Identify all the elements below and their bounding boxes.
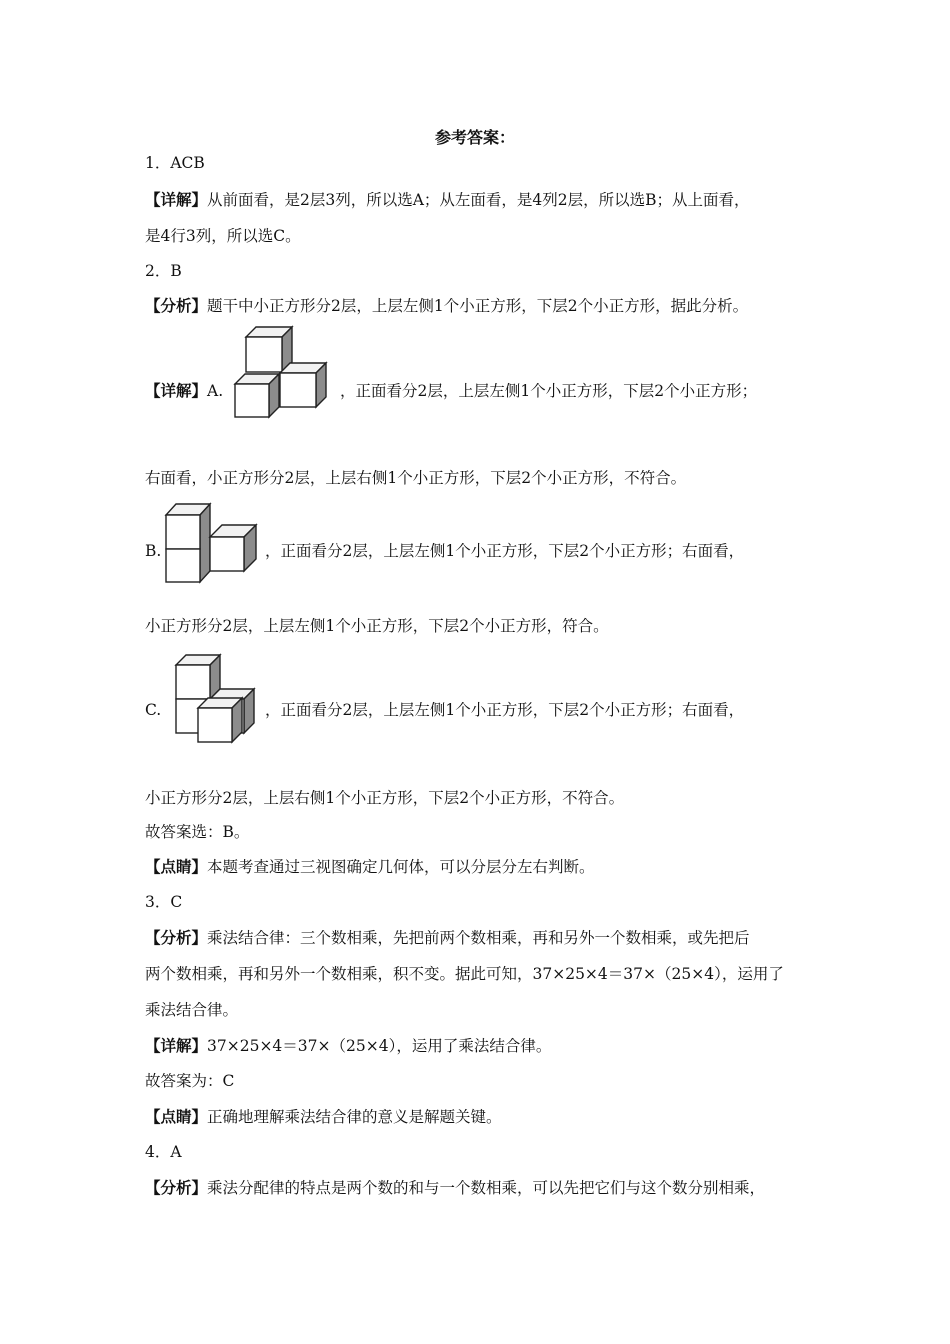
detail-tag: 【详解】	[145, 381, 208, 400]
tip-tag: 【点睛】	[145, 857, 208, 876]
option-c-cube-figure	[172, 654, 262, 746]
detail-tag: 【详解】	[145, 1036, 208, 1055]
q3-tip-text: 正确地理解乘法结合律的意义是解题关键。	[207, 1108, 502, 1126]
option-a-cube-figure	[234, 327, 329, 419]
q1-answer: 1．ACB	[145, 154, 205, 172]
option-a-text: ，正面看分2层，上层左侧1个小正方形，下层2个小正方形；	[340, 382, 758, 400]
option-c-text2: 小正方形分2层，上层右侧1个小正方形，下层2个小正方形，不符合。	[145, 789, 625, 807]
q2-answer: 2．B	[145, 262, 182, 280]
page-title: 参考答案：	[434, 128, 515, 147]
q3-analysis-text1: 乘法结合律：三个数相乘，先把前两个数相乘，再和另外一个数相乘，或先把后	[207, 929, 750, 947]
q3-analysis-line1	[145, 928, 750, 948]
q1-detail-text1: 从前面看，是2层3列，所以选A；从左面看，是4列2层，所以选B；从上面看，	[207, 191, 750, 209]
q1-detail-line1	[145, 190, 750, 210]
q2-option-a-line	[145, 381, 223, 401]
detail-tag: 【详解】	[145, 190, 208, 209]
q3-analysis-line3: 乘法结合律。	[145, 1001, 239, 1019]
analysis-tag: 【分析】	[145, 296, 208, 315]
q3-tip	[145, 1107, 502, 1127]
q3-detail	[145, 1036, 551, 1056]
option-a-text2: 右面看，小正方形分2层，上层右侧1个小正方形，下层2个小正方形，不符合。	[145, 469, 687, 487]
q2-analysis-text: 题干中小正方形分2层，上层左侧1个小正方形，下层2个小正方形，据此分析。	[207, 297, 749, 315]
option-c-text: ，正面看分2层，上层左侧1个小正方形，下层2个小正方形；右面看，	[265, 701, 745, 719]
q3-conclusion: 故答案为：C	[145, 1072, 235, 1090]
q2-tip-text: 本题考查通过三视图确定几何体，可以分层分左右判断。	[207, 858, 595, 876]
option-b-cube-figure	[164, 503, 259, 585]
q2-analysis	[145, 296, 748, 316]
q3-analysis-line2: 两个数相乘，再和另外一个数相乘，积不变。据此可知，37×25×4＝37×（25×4），运用了	[145, 965, 784, 983]
q4-answer: 4．A	[145, 1143, 182, 1161]
option-c-label: C.	[145, 701, 162, 719]
q4-analysis-text1: 乘法分配律的特点是两个数的和与一个数相乘，可以先把它们与这个数分别相乘，	[207, 1179, 766, 1197]
q1-detail-line2: 是4行3列，所以选C。	[145, 227, 301, 245]
q4-analysis-line1	[145, 1178, 765, 1198]
option-b-text2: 小正方形分2层，上层左侧1个小正方形，下层2个小正方形，符合。	[145, 617, 609, 635]
q3-answer: 3．C	[145, 893, 183, 911]
q3-detail-text: 37×25×4＝37×（25×4），运用了乘法结合律。	[207, 1037, 552, 1055]
tip-tag: 【点睛】	[145, 1107, 208, 1126]
analysis-tag: 【分析】	[145, 1178, 208, 1197]
q2-conclusion: 故答案选：B。	[145, 823, 250, 841]
option-b-label: B.	[145, 542, 162, 560]
option-b-text: ，正面看分2层，上层左侧1个小正方形，下层2个小正方形；右面看，	[265, 542, 745, 560]
analysis-tag: 【分析】	[145, 928, 208, 947]
q2-tip	[145, 857, 595, 877]
option-a-label: A.	[207, 382, 224, 400]
